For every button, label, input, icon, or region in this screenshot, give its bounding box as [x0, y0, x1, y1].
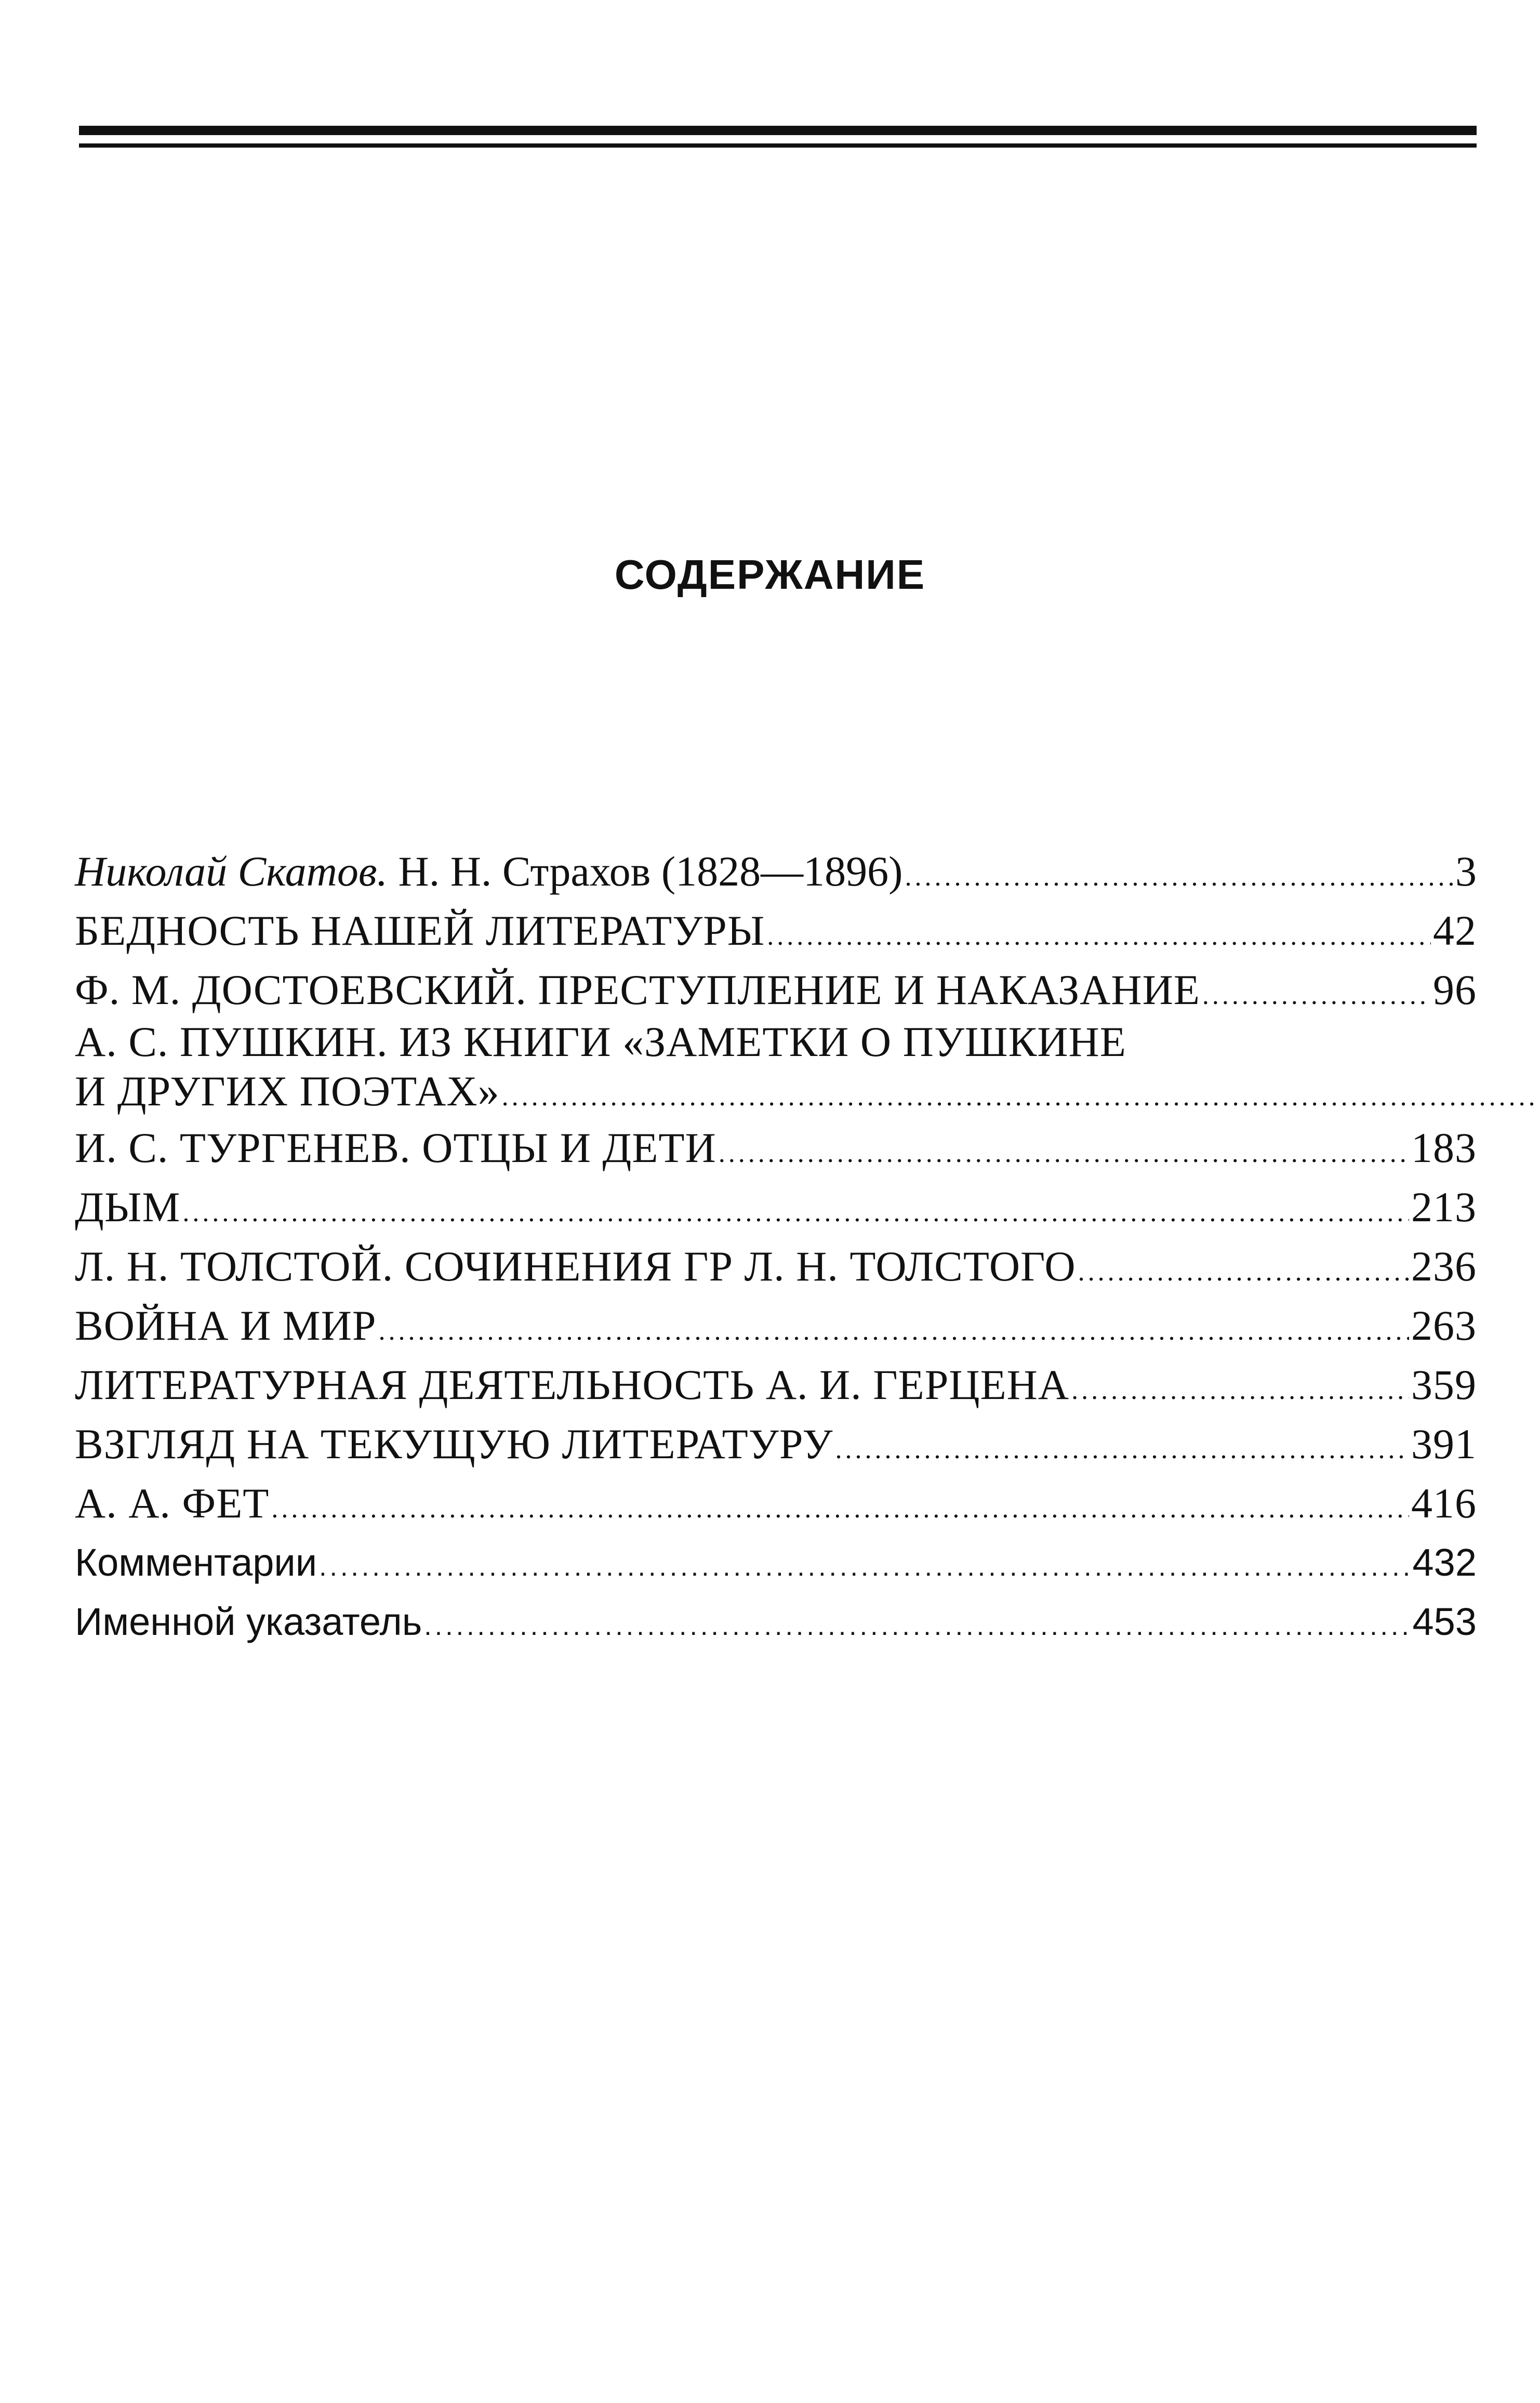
toc-entry-title: А. А. ФЕТ [75, 1480, 270, 1527]
toc-entry-page: 183 [1411, 1124, 1477, 1171]
toc-entry-title-line1: А. С. ПУШКИН. ИЗ КНИГИ «ЗАМЕТКИ О ПУШКИНЕ [75, 1018, 1126, 1065]
dot-leader [1202, 966, 1431, 1025]
toc-entry-title: ЛИТЕРАТУРНАЯ ДЕЯТЕЛЬНОСТЬ А. И. ГЕРЦЕНА [75, 1361, 1070, 1408]
toc-entry-page: 96 [1433, 966, 1477, 1013]
dot-leader [319, 1537, 1410, 1596]
toc-entry-page: 453 [1412, 1600, 1477, 1643]
toc-entry-title: Н. Н. Страхов (1828—1896) [398, 848, 903, 895]
page-title: СОДЕРЖАНИЕ [614, 551, 926, 598]
toc-entry-title: Комментарии [75, 1541, 317, 1584]
toc-entry-page: 416 [1411, 1480, 1477, 1527]
dot-leader [182, 1183, 1409, 1243]
toc-entry-page: 3 [1455, 848, 1477, 895]
toc-entry-introduction[interactable] [75, 842, 1477, 901]
toc-entry-title: ДЫМ [75, 1183, 181, 1231]
toc-entry-bednost[interactable] [75, 901, 1477, 960]
dot-leader [905, 848, 1454, 907]
dot-leader [379, 1302, 1409, 1361]
toc-entry-gertsen[interactable] [75, 1355, 1477, 1415]
toc-entry-pushkin[interactable] [75, 1020, 1477, 1118]
toc-entry-title: ВОЙНА И МИР [75, 1302, 377, 1349]
toc-entry-title: Именной указатель [75, 1600, 422, 1643]
toc-entry-index[interactable] [75, 1592, 1477, 1652]
toc-entry-commentary[interactable] [75, 1533, 1477, 1592]
dot-leader [1071, 1361, 1409, 1420]
toc-entry-title-line2: И ДРУГИХ ПОЭТАХ» [75, 1067, 500, 1115]
dot-leader [835, 1420, 1409, 1480]
toc-entry-page: 359 [1411, 1361, 1477, 1408]
toc-entry-page: 263 [1411, 1302, 1477, 1349]
toc-entry-voina-i-mir[interactable] [75, 1296, 1477, 1355]
dot-leader [271, 1480, 1409, 1539]
header-rule-thin [79, 143, 1477, 148]
toc-entry-title: Л. Н. ТОЛСТОЙ. СОЧИНЕНИЯ ГР Л. Н. ТОЛСТОГО [75, 1243, 1076, 1290]
toc-entry-vzglyad[interactable] [75, 1415, 1477, 1474]
dot-leader [767, 907, 1431, 966]
toc-entry-author: Николай Скатов. [75, 848, 388, 895]
toc-entry-dostoevsky[interactable] [75, 960, 1477, 1020]
toc-entry-page: 236 [1411, 1243, 1477, 1290]
header-rule-thick [79, 126, 1477, 135]
toc-entry-dym[interactable] [75, 1178, 1477, 1237]
toc-entry-title: ВЗГЛЯД НА ТЕКУЩУЮ ЛИТЕРАТУРУ [75, 1420, 833, 1468]
toc-entry-title: И. С. ТУРГЕНЕВ. ОТЦЫ И ДЕТИ [75, 1124, 716, 1171]
toc-entry-fet[interactable] [75, 1474, 1477, 1533]
dot-leader [502, 1070, 1540, 1124]
dot-leader [719, 1124, 1409, 1183]
dot-leader [424, 1596, 1410, 1656]
toc-entry-page: 213 [1411, 1183, 1477, 1231]
toc-entry-title: Ф. М. ДОСТОЕВСКИЙ. ПРЕСТУПЛЕНИЕ И НАКАЗАНИЕ [75, 966, 1200, 1013]
toc-entry-page: 391 [1411, 1420, 1477, 1468]
dot-leader [1078, 1243, 1409, 1302]
toc-entry-tolstoy[interactable] [75, 1237, 1477, 1296]
toc-entry-page: 42 [1433, 907, 1477, 954]
toc-entry-title: БЕДНОСТЬ НАШЕЙ ЛИТЕРАТУРЫ [75, 907, 765, 954]
table-of-contents [75, 842, 1477, 1652]
toc-entry-page: 432 [1412, 1541, 1477, 1584]
toc-entry-turgenev[interactable] [75, 1118, 1477, 1178]
